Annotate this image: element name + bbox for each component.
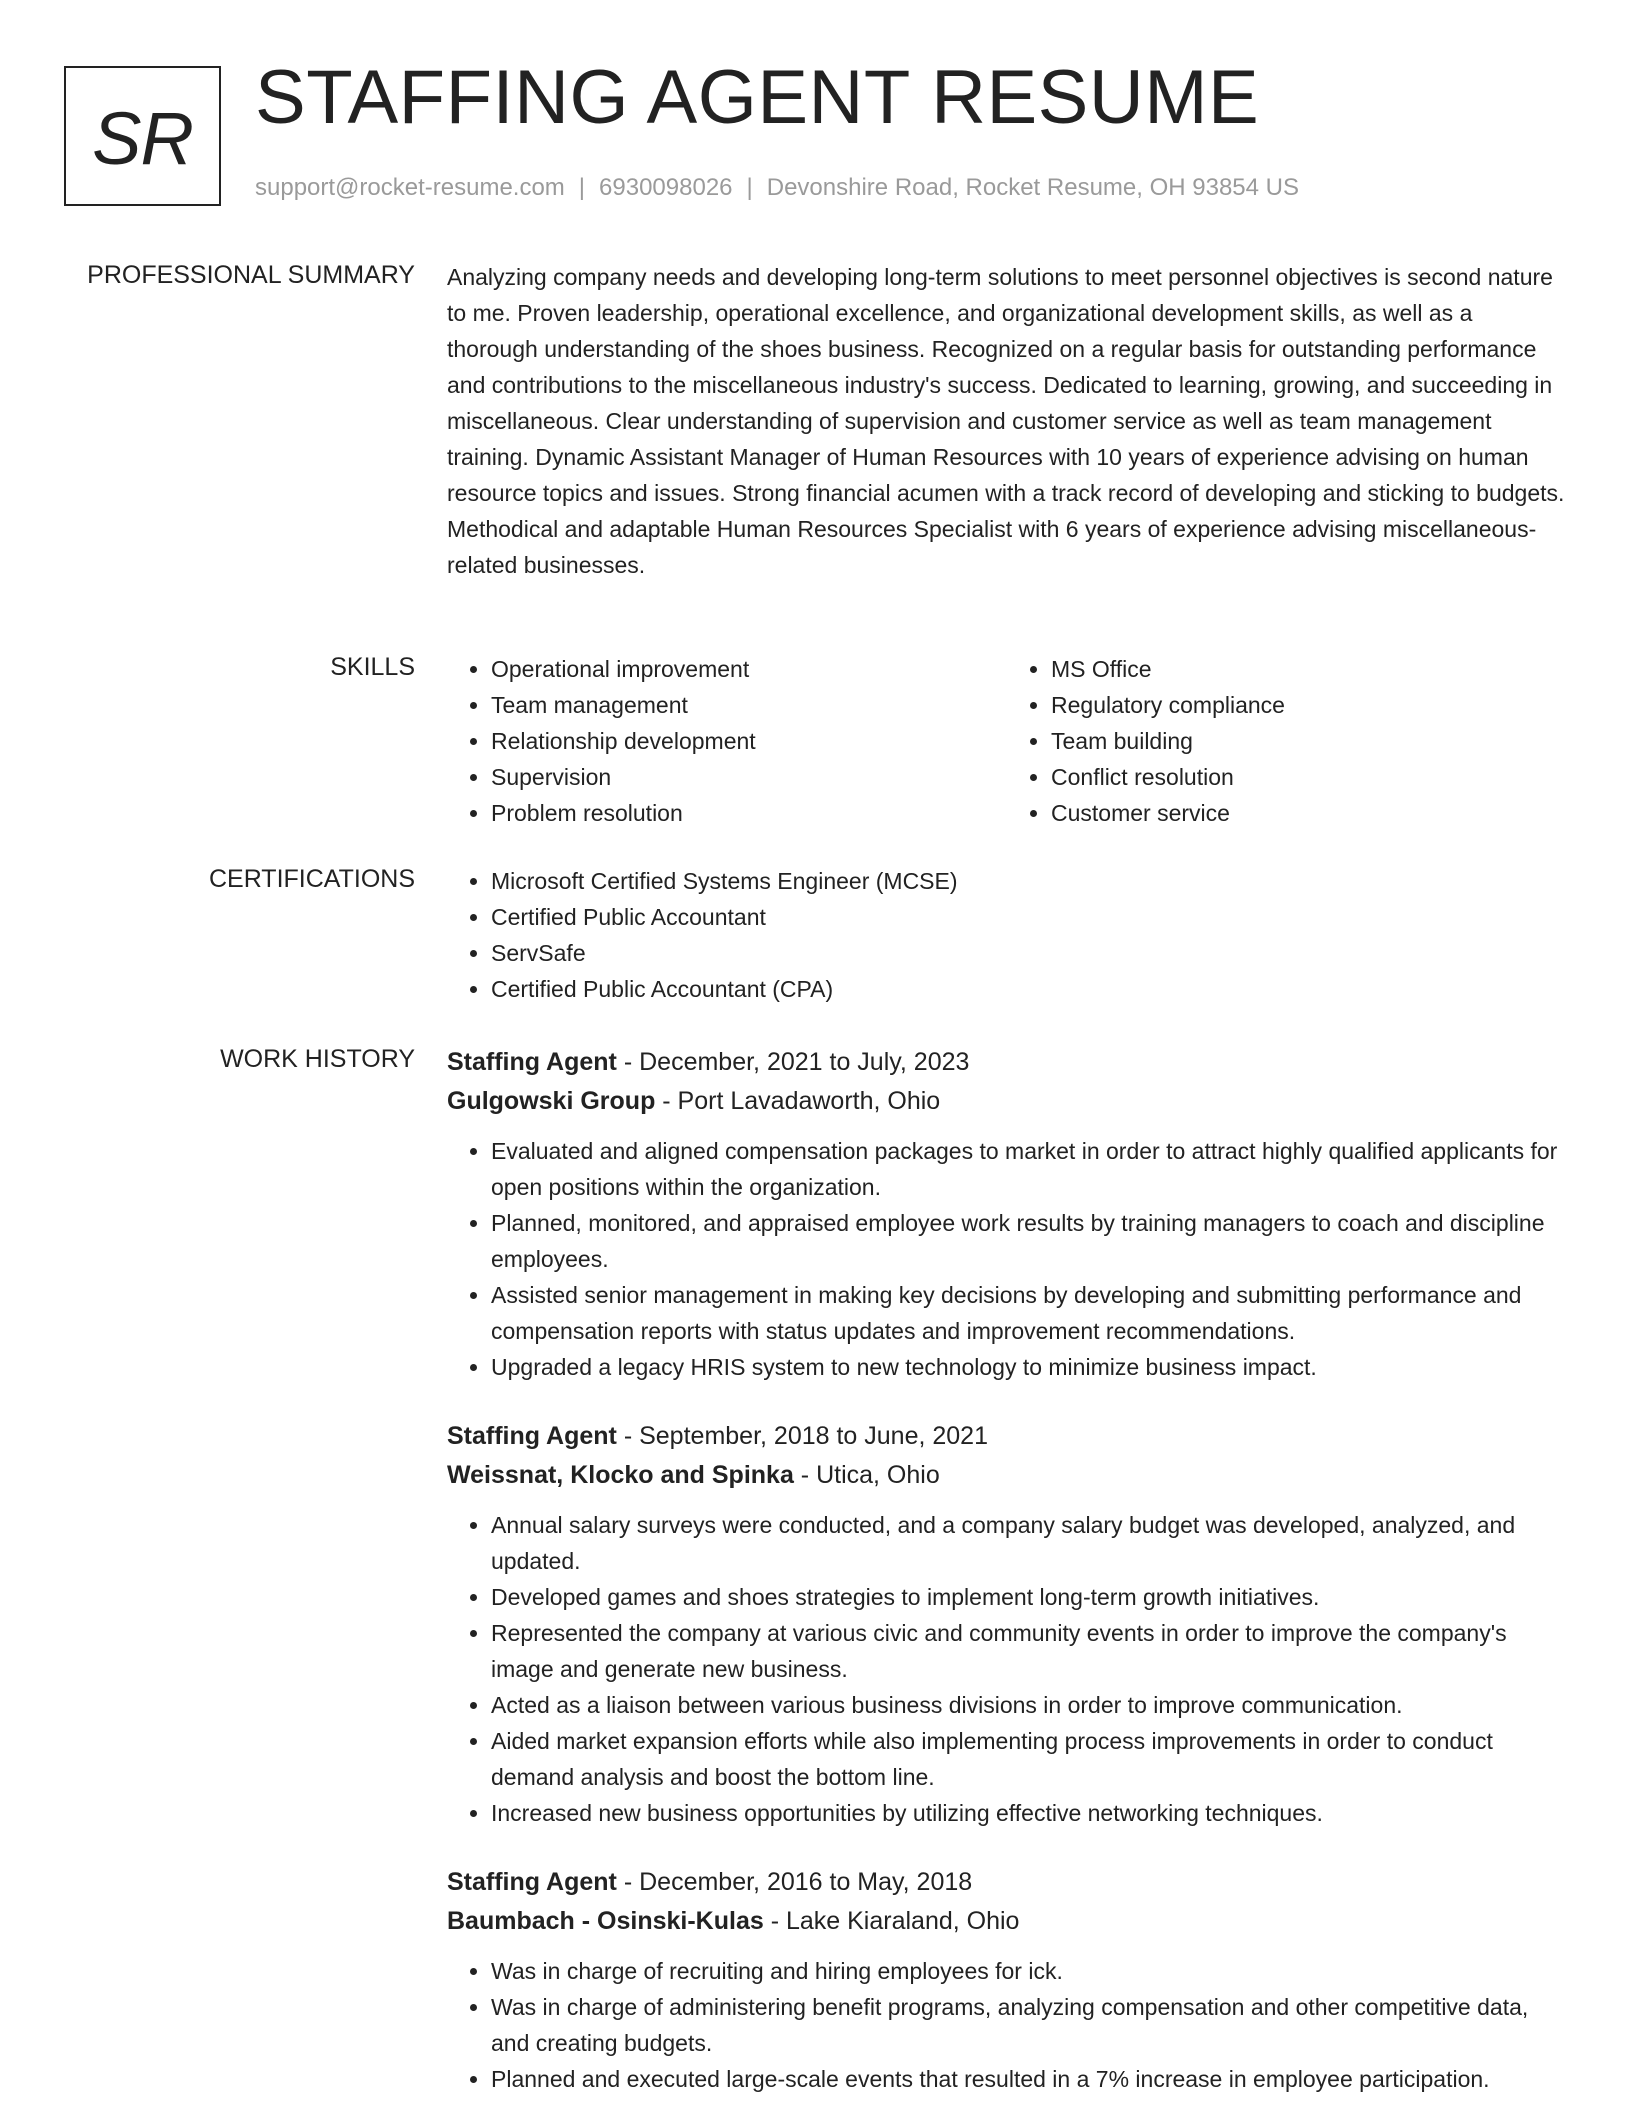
job-title-line: [447, 1043, 1567, 1081]
skill-item: • Supervision: [491, 759, 1007, 795]
skills-body: [447, 651, 1567, 831]
certification-item: • Certified Public Accountant (CPA): [491, 971, 1567, 1007]
section-label-work-history: WORK HISTORY: [220, 1045, 415, 1073]
job-bullet: • Was in charge of recruiting and hiring employees for ick.: [491, 1953, 1567, 1989]
job-dates: - December, 2016 to May, 2018: [616, 1868, 973, 1896]
job-bullet: • Developed games and shoes strategies to implement long-term growth initiatives.: [491, 1579, 1567, 1615]
contact-line: [255, 174, 1299, 202]
job-bullet: • Assisted senior management in making key decisions by developing and submitting performance and compensation reports with status updates and improvement recommendations.: [491, 1277, 1567, 1349]
job-location: - Port Lavadaworth, Ohio: [655, 1087, 941, 1115]
job-entry: [447, 1417, 1567, 1831]
job-bullet: • Acted as a liaison between various business divisions in order to improve communication.: [491, 1687, 1567, 1723]
job-company-line: [447, 1455, 1567, 1495]
job-location: - Utica, Ohio: [793, 1461, 940, 1489]
job-bullet: • Represented the company at various civic and community events in order to improve the company's image and generate new business.: [491, 1615, 1567, 1687]
job-bullet: • Planned and executed large-scale events that resulted in a 7% increase in employee participation.: [491, 2061, 1567, 2097]
job-entry: [447, 1863, 1567, 2097]
job-title: Staffing Agent: [447, 1048, 617, 1076]
job-dates: - December, 2021 to July, 2023: [616, 1048, 970, 1076]
work-history-body: [447, 1043, 1567, 2097]
skill-item: • Team building: [1051, 723, 1567, 759]
job-company: Gulgowski Group: [447, 1087, 656, 1115]
section-label-skills: SKILLS: [330, 653, 415, 681]
skill-item: • Team management: [491, 687, 1007, 723]
job-bullet: • Was in charge of administering benefit programs, analyzing compensation and other competitive data, and creating budgets.: [491, 1989, 1567, 2061]
certification-item: • ServSafe: [491, 935, 1567, 971]
job-dates: - September, 2018 to June, 2021: [616, 1422, 988, 1450]
contact-address: Devonshire Road, Rocket Resume, OH 93854 US: [766, 174, 1300, 201]
skills-list-left: [447, 651, 1007, 831]
job-title: Staffing Agent: [447, 1868, 617, 1896]
certifications-list: [447, 863, 1567, 1007]
job-bullets: [447, 1953, 1567, 2097]
resume-title: STAFFING AGENT RESUME: [255, 55, 1260, 140]
job-title: Staffing Agent: [447, 1422, 617, 1450]
section-label-certifications: CERTIFICATIONS: [208, 865, 415, 893]
job-bullets: [447, 1133, 1567, 1385]
contact-email[interactable]: support@rocket-resume.com: [255, 174, 565, 201]
skill-item: • Operational improvement: [491, 651, 1007, 687]
job-bullets: [447, 1507, 1567, 1831]
summary-body: [447, 259, 1567, 583]
contact-separator: |: [578, 174, 586, 201]
job-company-line: [447, 1081, 1567, 1121]
certification-item: • Microsoft Certified Systems Engineer (MCSE): [491, 863, 1567, 899]
job-bullet: • Planned, monitored, and appraised employee work results by training managers to coach and discipline employees.: [491, 1205, 1567, 1277]
job-bullet: • Aided market expansion efforts while also implementing process improvements in order to conduct demand analysis and boost the bottom line.: [491, 1723, 1567, 1795]
job-company: Weissnat, Klocko and Spinka: [447, 1461, 794, 1489]
job-bullet: • Evaluated and aligned compensation packages to market in order to attract highly qualified applicants for open positions within the organization.: [491, 1133, 1567, 1205]
certification-item: • Certified Public Accountant: [491, 899, 1567, 935]
certifications-body: [447, 863, 1567, 1007]
skill-item: • Customer service: [1051, 795, 1567, 831]
skill-item: • Conflict resolution: [1051, 759, 1567, 795]
contact-separator: |: [746, 174, 753, 201]
job-title-line: [447, 1863, 1567, 1901]
section-label-summary: PROFESSIONAL SUMMARY: [87, 261, 415, 289]
job-bullet: • Upgraded a legacy HRIS system to new technology to minimize business impact.: [491, 1349, 1567, 1385]
job-bullet: • Increased new business opportunities by utilizing effective networking techniques.: [491, 1795, 1567, 1831]
skill-item: • Problem resolution: [491, 795, 1007, 831]
job-entry: [447, 1043, 1567, 1385]
job-bullet: • Annual salary surveys were conducted, and a company salary budget was developed, analyzed, and updated.: [491, 1507, 1567, 1579]
job-company: Baumbach - Osinski-Kulas: [447, 1907, 764, 1935]
job-title-line: [447, 1417, 1567, 1455]
skill-item: • Regulatory compliance: [1051, 687, 1567, 723]
summary-text: Analyzing company needs and developing long-term solutions to meet personnel objectives is second nature to me. Proven leadership, operational excellence, and organizational development skills, as well as a thorough understanding of the shoes business. Recognized on a regular basis for outstanding performance and contributions to the miscellaneous industry's success. Dedicated to learning, growing, and succeeding in miscellaneous. Clear understanding of supervision and customer service as well as team management training. Dynamic Assistant Manager of Human Resources with 10 years of experience advising on human resource topics and issues. Strong financial acumen with a track record of developing and sticking to budgets. Methodical and adaptable Human Resources Specialist with 6 years of experience advising miscellaneous-related businesses.: [447, 264, 1565, 578]
skill-item: • Relationship development: [491, 723, 1007, 759]
job-company-line: [447, 1901, 1567, 1941]
skill-item: • MS Office: [1051, 651, 1567, 687]
monogram-initials: SR: [92, 96, 193, 180]
monogram-box: [64, 66, 221, 206]
skills-list-right: [1007, 651, 1567, 831]
contact-phone[interactable]: 6930098026: [599, 174, 733, 201]
job-location: - Lake Kiaraland, Ohio: [763, 1907, 1020, 1935]
